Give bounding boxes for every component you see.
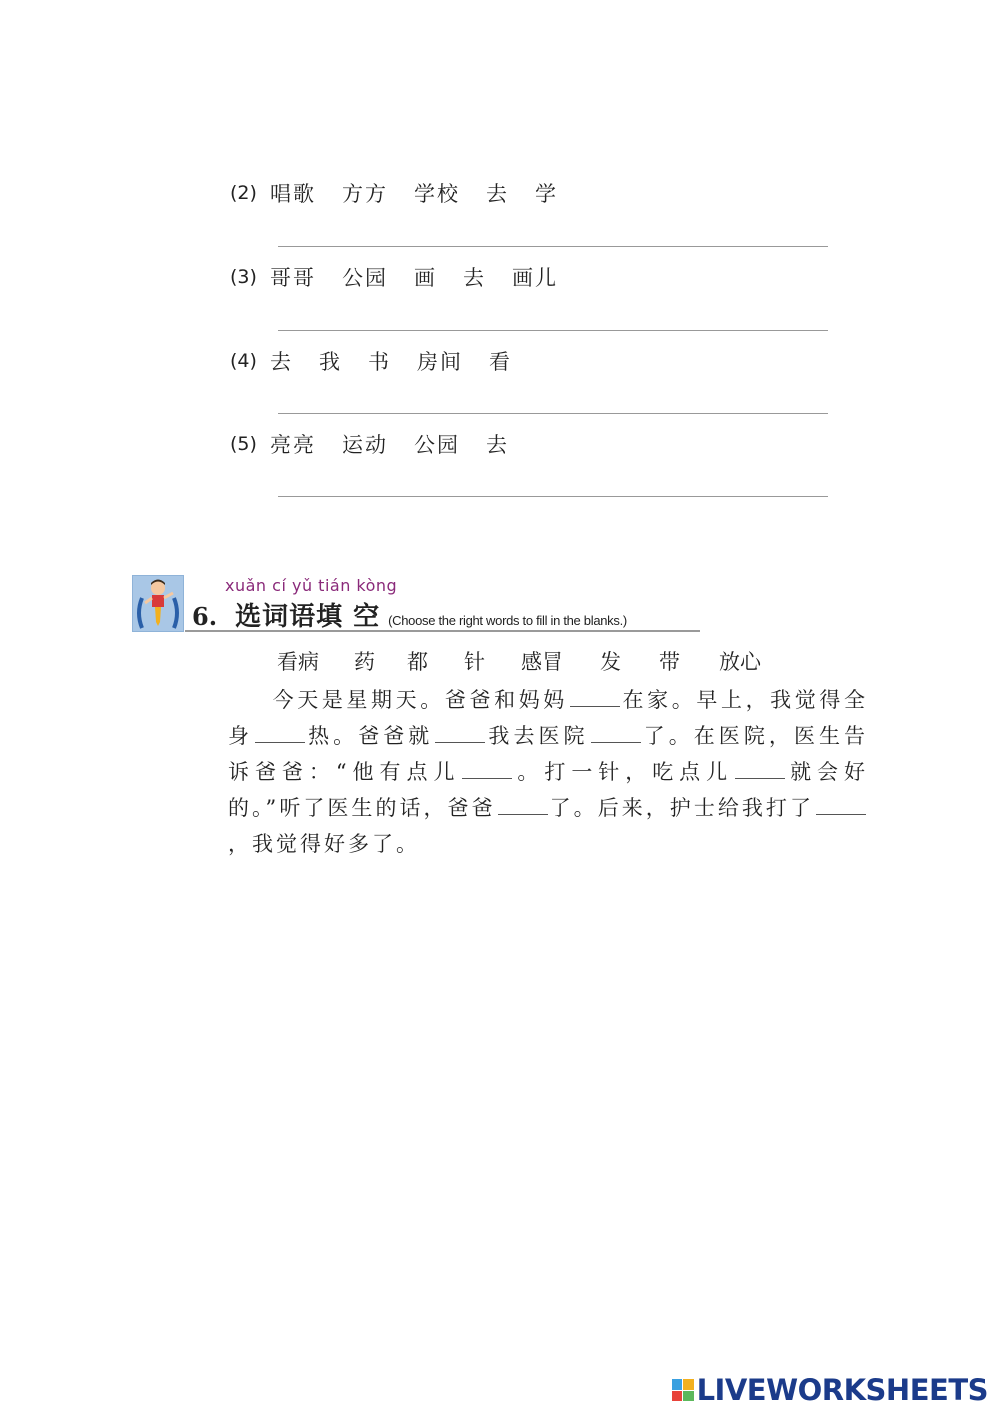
word-list [270,178,584,208]
exercise-item [230,262,584,292]
word: 哥哥 [270,266,316,290]
passage-text: 了。后来，护士给我打了 [549,796,814,820]
fill-blank[interactable] [498,794,548,815]
bank-word: 针 [464,650,485,674]
word: 运动 [342,433,388,457]
word-list [270,346,538,376]
fill-blank[interactable] [570,686,620,707]
passage-text: 热。爸爸就 [307,724,434,748]
word: 画 [414,266,437,290]
fill-blank[interactable] [255,722,305,743]
word: 唱歌 [270,182,316,206]
bank-word: 都 [407,650,428,674]
passage-text: 今天是星期天。爸爸和妈妈 [272,688,568,712]
section-pinyin: xuǎn cí yǔ tián kòng [225,576,398,595]
bank-word: 感冒 [521,650,563,674]
bank-word: 放心 [719,650,761,674]
bank-word: 看病 [277,650,319,674]
word: 方方 [342,182,388,206]
fill-blank[interactable] [816,794,866,815]
word: 我 [319,350,342,374]
word-bank [277,646,761,676]
fill-blank[interactable] [591,722,641,743]
word: 看 [489,350,512,374]
exercise-item [230,346,538,376]
section-instructions: (Choose the right words to fill in the blanks.) [388,613,627,628]
word: 亮亮 [270,433,316,457]
passage-text: ，我觉得好多了。 [228,832,420,856]
bank-word: 带 [659,650,680,674]
section-title: 选词语填 空 [235,602,381,632]
fill-blank[interactable] [735,758,785,779]
section-heading [192,596,627,633]
word: 去 [270,350,293,374]
logo-text: LIVEWORKSHEETS [696,1373,988,1407]
exercise-item [230,178,584,208]
passage-text: 。打一针，吃点儿 [514,760,734,784]
fill-blank[interactable] [435,722,485,743]
word: 学 [535,182,558,206]
section-icon [132,575,184,632]
logo-icon [672,1379,694,1401]
word-list [270,429,535,459]
section-divider [185,630,700,632]
item-number: (3) [230,266,257,288]
answer-line[interactable] [278,496,828,497]
fill-blank[interactable] [462,758,512,779]
word: 去 [486,182,509,206]
answer-line[interactable] [278,330,828,331]
word-list [270,262,584,292]
passage-text: 了。在医院，医生告诉爸爸：“他有点儿 [228,724,869,784]
exercise-item [230,429,535,459]
word: 去 [463,266,486,290]
word: 书 [368,350,391,374]
bank-word: 药 [354,650,375,674]
word: 房间 [417,350,463,374]
liveworksheets-logo [672,1373,988,1407]
passage-text: 就会好的。”听了医生的话，爸爸 [228,760,869,820]
word: 画儿 [512,266,558,290]
passage [228,682,868,862]
item-number: (2) [230,182,257,204]
word: 学校 [414,182,460,206]
word: 公园 [342,266,388,290]
word: 公园 [414,433,460,457]
item-number: (4) [230,350,257,372]
word: 去 [486,433,509,457]
bank-word: 发 [600,650,621,674]
passage-text: 我去医院 [487,724,589,748]
answer-line[interactable] [278,413,828,414]
section-number: 6. [192,602,218,631]
answer-line[interactable] [278,246,828,247]
item-number: (5) [230,433,257,455]
passage-text: 在家。早上，我觉得全身 [228,688,869,748]
